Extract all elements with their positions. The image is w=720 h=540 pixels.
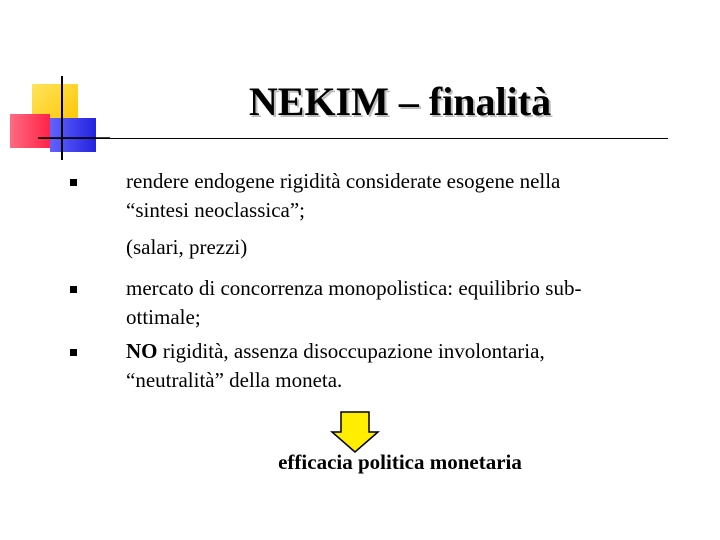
conclusion-text: efficacia politica monetaria — [278, 450, 522, 474]
bullet-2-line-1: mercato di concorrenza monopolistica: equilibrio sub- — [126, 276, 582, 300]
bullet-3-line-1 — [126, 338, 545, 364]
bullet-2-line-2: ottimale; — [126, 305, 201, 329]
down-arrow-icon — [330, 410, 380, 454]
bullet-marker — [70, 349, 77, 356]
slide-title: NEKIM – finalità — [248, 79, 552, 124]
bullet-1-line-2: “sintesi neoclassica”; — [126, 198, 306, 222]
bullet-3-emphasis: NO — [126, 339, 158, 363]
bullet-3-line-2: “neutralità” della moneta. — [126, 368, 343, 392]
bullet-1-line-3: (salari, prezzi) — [126, 235, 248, 259]
bullet-1-line-1: rendere endogene rigidità considerate esogene nella — [126, 169, 561, 193]
bullet-marker — [70, 286, 77, 293]
bullet-marker — [70, 179, 77, 186]
bullet-3-line-1-text: rigidità, assenza disoccupazione involontaria, — [157, 339, 545, 363]
